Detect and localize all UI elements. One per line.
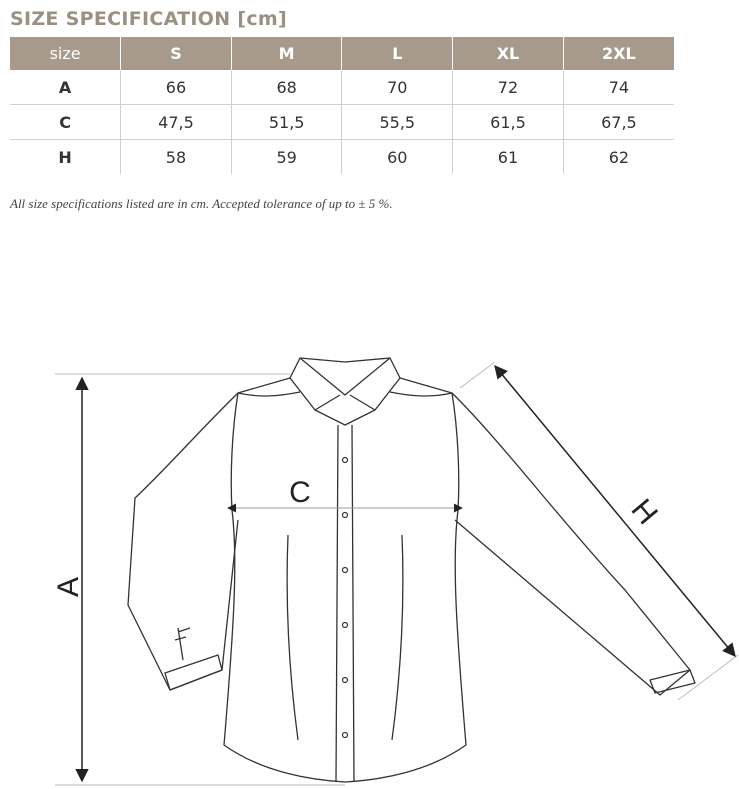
- header-cell: M: [231, 37, 342, 70]
- table-cell: 47,5: [121, 105, 232, 140]
- dimension-label-c: C: [289, 476, 311, 509]
- tolerance-note: All size specifications listed are in cm. Accepted tolerance of up to ± 5 %.: [10, 196, 393, 211]
- shirt-buttons: [343, 458, 348, 738]
- dimension-label-h: H: [624, 492, 664, 531]
- table-cell: 70: [342, 70, 453, 105]
- size-table: [10, 37, 674, 174]
- guide-line-cuff: [678, 655, 738, 700]
- table-cell: 66: [121, 70, 232, 105]
- table-cell: 62: [563, 140, 674, 175]
- table-row: [10, 70, 674, 105]
- dimension-arrow-h: [495, 366, 735, 656]
- table-cell: C: [10, 105, 121, 140]
- table-cell: 61: [453, 140, 564, 175]
- table-cell: 74: [563, 70, 674, 105]
- header-cell: S: [121, 37, 232, 70]
- table-cell: H: [58, 147, 72, 167]
- table-cell: 51,5: [231, 105, 342, 140]
- table-cell: 60: [342, 140, 453, 175]
- table-cell: 72: [453, 70, 564, 105]
- header-cell: L: [342, 37, 453, 70]
- header-cell: size: [10, 37, 121, 70]
- table-cell: 67,5: [563, 105, 674, 140]
- header-cell: 2XL: [563, 37, 674, 70]
- table-header-row: [10, 37, 674, 70]
- table-row: [10, 140, 674, 175]
- table-cell: 68: [231, 70, 342, 105]
- header-cell: XL: [453, 37, 564, 70]
- shirt-outline: [128, 358, 695, 782]
- shirt-measurement-diagram: [0, 340, 739, 789]
- guide-line-shoulder: [460, 362, 495, 388]
- table-cell: 55,5: [342, 105, 453, 140]
- table-cell: 61,5: [453, 105, 564, 140]
- table-cell: 59: [231, 140, 342, 175]
- table-row: [10, 105, 674, 140]
- table-cell: A: [10, 70, 121, 105]
- dimension-label-a: A: [52, 576, 85, 598]
- page-title: SIZE SPECIFICATION [cm]: [10, 8, 287, 30]
- table-cell: 58: [121, 140, 232, 175]
